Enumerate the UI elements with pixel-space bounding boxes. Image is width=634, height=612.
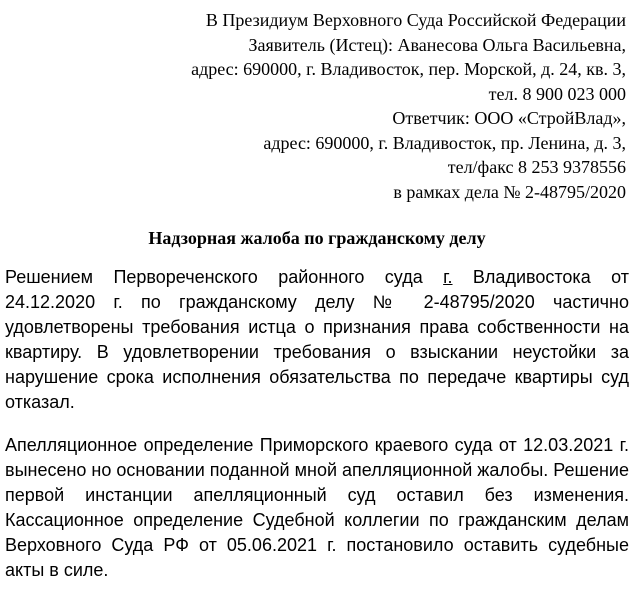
paragraph-court-decision-text-start: Решением Первореченского районного суда [5, 267, 444, 287]
addressee-block [66, 8, 626, 204]
paragraph-appeal-history: Апелляционное определение Приморского краевого суда от 12.03.2021 г. вынесено но основании поданной мной апелляционной жалобы. Решение первой инстанции апелляционный суд оставил без изменения. Кассационное определение Судебной коллегии по гражданским делам Верховного Суда РФ от 05.06.2021 г. постановило оставить судебные акты в силе. [5, 435, 629, 580]
respondent-address-line: адрес: 690000, г. Владивосток, пр. Ленина, д. 3, [263, 132, 626, 153]
addressee-court-line: В Президиум Верховного Суда Российской Федерации [205, 10, 626, 30]
city-abbreviation: г. [443, 267, 453, 287]
paragraph-court-decision [5, 265, 629, 415]
applicant-address-line: адрес: 690000, г. Владивосток, пер. Морской, д. 24, кв. 3, [191, 59, 626, 79]
case-number-line: в рамках дела № 2-48795/2020 [393, 181, 626, 202]
applicant-phone-line: тел. 8 900 023 000 [488, 83, 626, 104]
respondent-phone-line: тел/факс 8 253 9378556 [447, 157, 626, 177]
respondent-name-line: Ответчик: ООО «СтройВлад», [392, 108, 626, 128]
paragraph-court-decision-text-end: Владивостока от 24.12.2020 г. по гражданскому делу № 2-48795/2020 частично удовлетворены требования истца о признания права собственности на квартиру. В удовлетворении требования о взыскании неустойки за нарушение срока исполнения обязательства по передаче квартиры суд отказал. [5, 267, 629, 412]
document-title: Надзорная жалоба по гражданскому делу [148, 228, 486, 248]
applicant-name-line: Заявитель (Истец): Аванесова Ольга Васильевна, [248, 34, 626, 55]
